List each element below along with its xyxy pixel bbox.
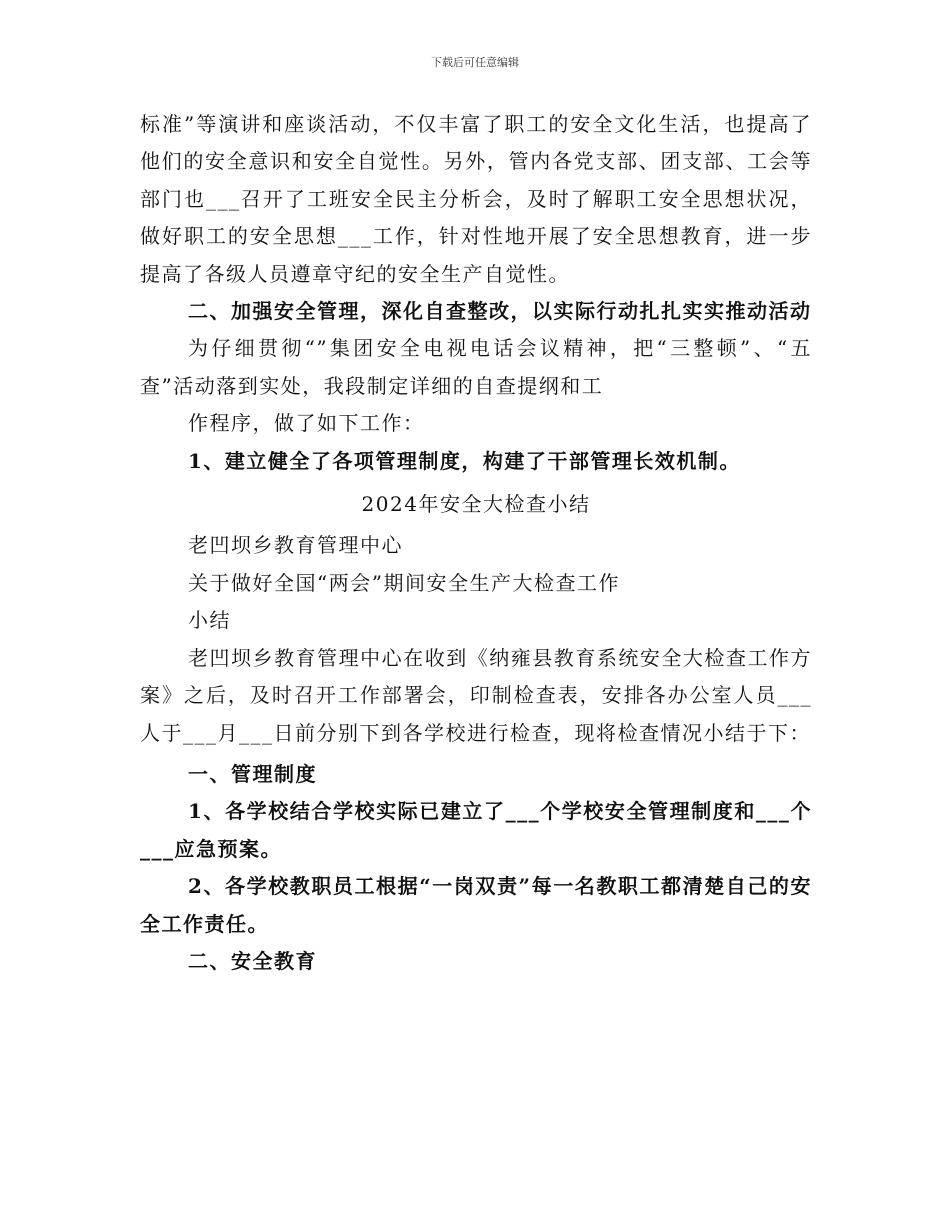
heading-management-rules: 一、管理制度 — [188, 761, 317, 786]
document-body — [140, 106, 812, 980]
heading-safety-education: 二、安全教育 — [188, 948, 317, 973]
subtitle-line-2: 小结 — [188, 608, 231, 633]
heading-strengthen-management: 二、加强安全管理，深化自查整改，以实际行动扎扎实实推动活动 — [188, 299, 812, 324]
item-management-system: 1、建立健全了各项管理制度，构建了干部管理长效机制。 — [188, 448, 741, 473]
paragraph-work-procedure: 作程序，做了如下工作： — [188, 411, 425, 436]
item-safety-rules-count: 1、各学校结合学校实际已建立了___个学校安全管理制度和___个___应急预案。 — [140, 799, 812, 861]
paragraph-implement-spirit: 为仔细贯彻“”集团安全电视电话会议精神，把“三整顿”、“五查”活动落到实处，我段制定详细的自查提纲和工 — [140, 336, 812, 398]
paragraph-inspection-intro: 老凹坝乡教育管理中心在收到《纳雍县教育系统安全大检查工作方案》之后，及时召开工作部署会，印制检查表，安排各办公室人员___人于___月___日前分别下到各学校进行检查，现将检查情况小结于下： — [140, 645, 812, 745]
subtitle-line-1: 关于做好全国“两会”期间安全生产大检查工作 — [188, 570, 620, 595]
item-responsibility: 2、各学校教职员工根据“一岗双责”每一名教职工都清楚自己的安全工作责任。 — [140, 874, 812, 936]
page-header: 下载后可任意编辑 — [431, 56, 519, 69]
organization-name: 老凹坝乡教育管理中心 — [188, 533, 403, 558]
document-title: 2024年安全大检查小结 — [361, 492, 591, 517]
paragraph-safety-culture: 标准”等演讲和座谈活动，不仅丰富了职工的安全文化生活，也提高了他们的安全意识和安全自觉性。另外，管内各党支部、团支部、工会等部门也___召开了工班安全民主分析会，及时了解职工安全思想状况，做好职工的安全思想___工作，针对性地开展了安全思想教育，进一步提高了各级人员遵章守纪的安全生产自觉性。 — [140, 112, 812, 286]
